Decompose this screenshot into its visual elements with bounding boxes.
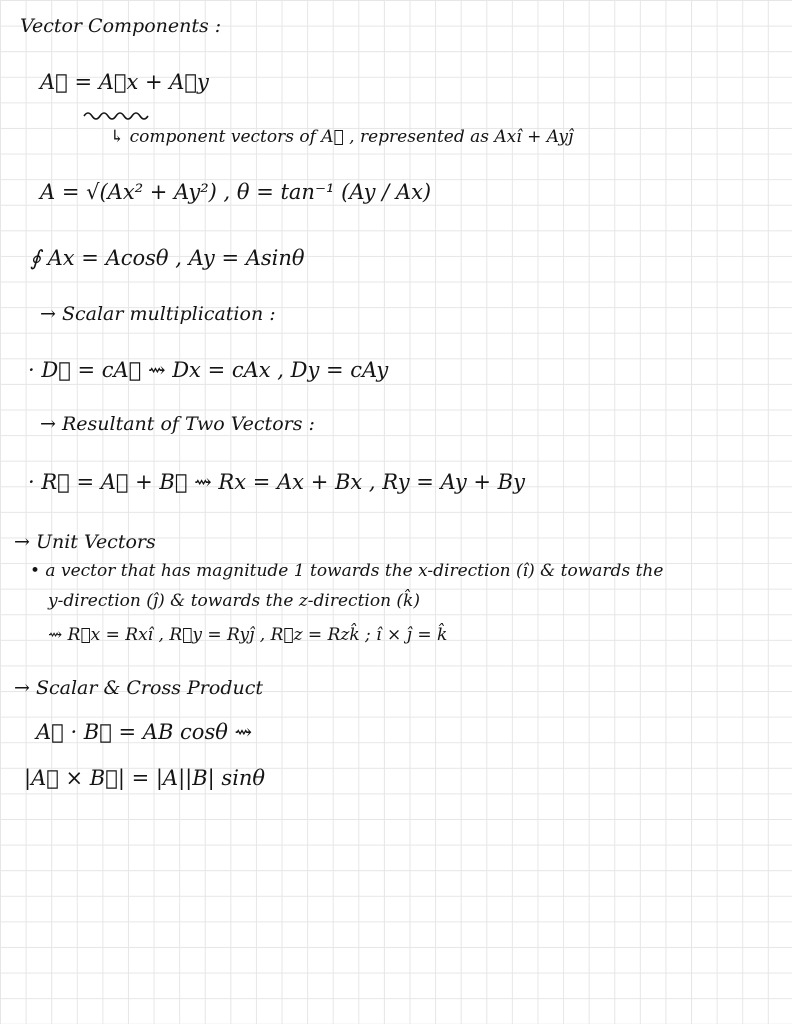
components-note: ↳ component vectors of A⃗ , represented as Axî + Ayĵ	[110, 127, 574, 147]
scalar-heading: → Scalar multiplication :	[40, 303, 276, 325]
eq-parts: ∮ Ax = Acosθ , Ay = Asinθ	[30, 246, 305, 270]
unit-heading: → Unit Vectors	[14, 531, 156, 553]
eq-magnitude: A = √(Ax² + Ay²) , θ = tan⁻¹ (Ay / Ax)	[40, 180, 432, 204]
resultant-equation: · R⃗ = A⃗ + B⃗ ⇝ Rx = Ax + Bx , Ry = Ay + By	[28, 470, 525, 494]
unit-definition-line-2: y-direction (ĵ) & towards the z-direction (k̂)	[48, 591, 420, 611]
dot-product-equation: A⃗ · B⃗ = AB cosθ ⇝	[36, 720, 253, 744]
cross-product-equation: |A⃗ × B⃗| = |A||B| sinθ	[24, 766, 266, 790]
resultant-heading: → Resultant of Two Vectors :	[40, 413, 315, 435]
scalar-equation: · D⃗ = cA⃗ ⇝ Dx = cAx , Dy = cAy	[28, 358, 389, 382]
unit-definition-line-1: • a vector that has magnitude 1 towards the x-direction (î) & towards the	[30, 561, 664, 581]
unit-equation: ⇝ R⃗x = Rxî , R⃗y = Ryĵ , R⃗z = Rzk̂ ; î × ĵ = k̂	[48, 625, 448, 645]
title: Vector Components :	[20, 15, 222, 37]
eq-components: A⃗ = A⃗x + A⃗y	[40, 70, 209, 94]
squiggle-mark	[82, 108, 152, 122]
product-heading: → Scalar & Cross Product	[14, 677, 264, 699]
